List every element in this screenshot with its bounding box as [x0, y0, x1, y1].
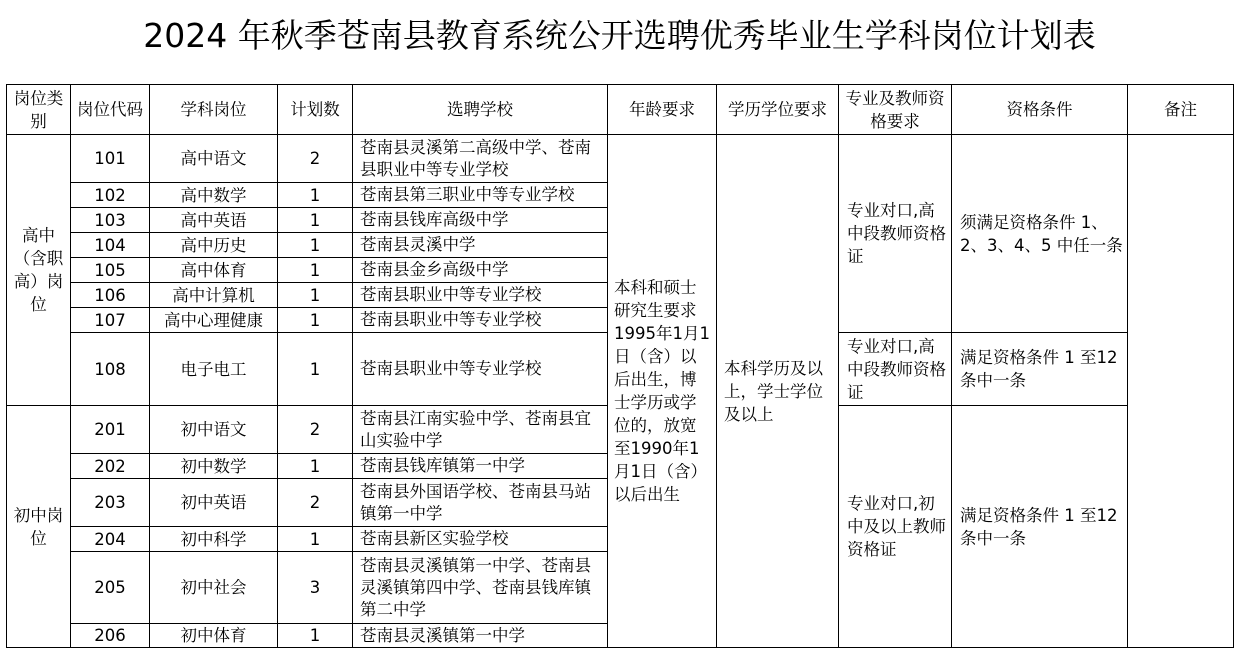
cell-count: 1 [278, 454, 353, 479]
cell-school: 苍南县江南实验中学、苍南县宜山实验中学 [353, 406, 608, 454]
header-category: 岗位类别 [7, 85, 71, 135]
cell-count: 2 [278, 135, 353, 183]
cell-school: 苍南县职业中等专业学校 [353, 333, 608, 406]
cell-subject: 初中数学 [150, 454, 278, 479]
cell-code: 104 [71, 233, 150, 258]
header-count: 计划数 [278, 85, 353, 135]
table-row [7, 135, 1234, 183]
header-major: 专业及教师资格要求 [839, 85, 952, 135]
header-remarks: 备注 [1128, 85, 1234, 135]
cell-school: 苍南县外国语学校、苍南县马站镇第一中学 [353, 479, 608, 527]
cell-subject: 初中科学 [150, 527, 278, 552]
cell-major-high-a: 专业对口,高中段教师资格证 [839, 135, 952, 333]
cell-qualification-high-b: 满足资格条件 1 至12 条中一条 [952, 333, 1128, 406]
cell-school: 苍南县职业中等专业学校 [353, 283, 608, 308]
cell-count: 1 [278, 258, 353, 283]
header-qualification: 资格条件 [952, 85, 1128, 135]
cell-subject: 电子电工 [150, 333, 278, 406]
cell-subject: 初中语文 [150, 406, 278, 454]
cell-subject: 高中历史 [150, 233, 278, 258]
cell-school: 苍南县钱库镇第一中学 [353, 454, 608, 479]
cell-count: 1 [278, 233, 353, 258]
header-age: 年龄要求 [608, 85, 717, 135]
table-header-row [7, 85, 1234, 135]
cell-count: 1 [278, 333, 353, 406]
cell-code: 203 [71, 479, 150, 527]
cell-subject: 高中英语 [150, 208, 278, 233]
cell-major-middle: 专业对口,初中及以上教师资格证 [839, 406, 952, 648]
page-title: 2024 年秋季苍南县教育系统公开选聘优秀毕业生学科岗位计划表 [143, 16, 1096, 55]
cell-qualification-middle: 满足资格条件 1 至12 条中一条 [952, 406, 1128, 648]
cell-qualification-high-a: 须满足资格条件 1、2、3、4、5 中任一条 [952, 135, 1128, 333]
cell-code: 205 [71, 552, 150, 624]
cell-school: 苍南县灵溪第二高级中学、苍南县职业中等专业学校 [353, 135, 608, 183]
cell-subject: 高中语文 [150, 135, 278, 183]
cell-code: 206 [71, 624, 150, 648]
cell-code: 201 [71, 406, 150, 454]
cell-code: 204 [71, 527, 150, 552]
cell-school: 苍南县灵溪中学 [353, 233, 608, 258]
cell-count: 1 [278, 183, 353, 208]
cell-code: 105 [71, 258, 150, 283]
cell-subject: 初中体育 [150, 624, 278, 648]
group-middle-label: 初中岗位 [7, 406, 71, 648]
cell-subject: 高中计算机 [150, 283, 278, 308]
cell-school: 苍南县金乡高级中学 [353, 258, 608, 283]
header-code: 岗位代码 [71, 85, 150, 135]
cell-school: 苍南县新区实验学校 [353, 527, 608, 552]
cell-code: 101 [71, 135, 150, 183]
header-subject: 学科岗位 [150, 85, 278, 135]
group-high-label: 高中（含职高）岗位 [7, 135, 71, 406]
cell-subject: 高中数学 [150, 183, 278, 208]
cell-school: 苍南县职业中等专业学校 [353, 308, 608, 333]
cell-school: 苍南县钱库高级中学 [353, 208, 608, 233]
cell-subject: 初中英语 [150, 479, 278, 527]
cell-code: 103 [71, 208, 150, 233]
plan-table [6, 84, 1234, 648]
cell-count: 2 [278, 406, 353, 454]
header-school: 选聘学校 [353, 85, 608, 135]
cell-subject: 初中社会 [150, 552, 278, 624]
cell-code: 106 [71, 283, 150, 308]
cell-count: 2 [278, 479, 353, 527]
cell-remarks [1128, 135, 1234, 648]
header-education: 学历学位要求 [717, 85, 839, 135]
cell-code: 202 [71, 454, 150, 479]
cell-count: 1 [278, 308, 353, 333]
cell-count: 1 [278, 624, 353, 648]
cell-code: 102 [71, 183, 150, 208]
cell-count: 1 [278, 208, 353, 233]
cell-code: 108 [71, 333, 150, 406]
cell-school: 苍南县灵溪镇第一中学、苍南县灵溪镇第四中学、苍南县钱库镇第二中学 [353, 552, 608, 624]
cell-school: 苍南县灵溪镇第一中学 [353, 624, 608, 648]
cell-major-high-b: 专业对口,高中段教师资格证 [839, 333, 952, 406]
cell-code: 107 [71, 308, 150, 333]
cell-count: 1 [278, 283, 353, 308]
cell-subject: 高中体育 [150, 258, 278, 283]
cell-subject: 高中心理健康 [150, 308, 278, 333]
cell-count: 1 [278, 527, 353, 552]
cell-education-requirement: 本科学历及以上，学士学位及以上 [717, 135, 839, 648]
cell-count: 3 [278, 552, 353, 624]
cell-age-requirement: 本科和硕士研究生要求1995年1月1日（含）以后出生，博士学历或学位的，放宽至1990年1月1日（含）以后出生 [608, 135, 717, 648]
cell-school: 苍南县第三职业中等专业学校 [353, 183, 608, 208]
